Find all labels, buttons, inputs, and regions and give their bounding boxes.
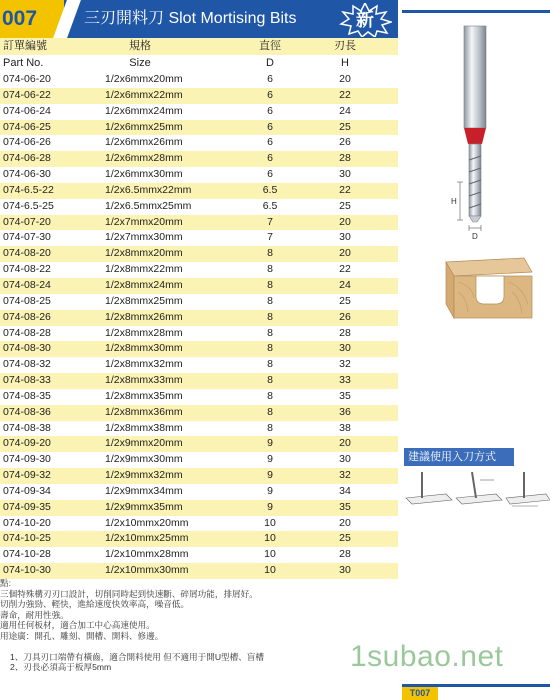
table-row <box>0 151 398 167</box>
length-cell: 28 <box>339 326 351 339</box>
col-header-size-zh: 規格 <box>129 40 151 52</box>
length-cell: 28 <box>339 152 351 165</box>
diameter-cell: 9 <box>267 469 273 482</box>
diameter-cell: 8 <box>267 421 273 434</box>
part-no-cell: 074-08-32 <box>3 358 51 371</box>
part-no-cell: 074-08-30 <box>3 342 51 355</box>
part-no-cell: 074-09-32 <box>3 469 51 482</box>
col-header-d-zh: 直徑 <box>259 40 281 52</box>
size-cell: 1/2x9mmx30mm <box>105 453 183 466</box>
spec-table <box>0 38 398 579</box>
size-cell: 1/2x9mmx32mm <box>105 469 183 482</box>
part-no-cell: 074-08-24 <box>3 278 51 291</box>
size-cell: 1/2x8mmx38mm <box>105 421 183 434</box>
wood-block-illustration <box>432 252 542 322</box>
page-title: 三刃開料刀 Slot Mortising Bits <box>84 10 297 27</box>
table-header-en <box>0 55 398 72</box>
page-code: T007 <box>402 687 438 700</box>
diameter-cell: 6.5 <box>262 199 278 212</box>
table-row <box>0 563 398 579</box>
col-header-h: H <box>341 57 349 69</box>
table-row <box>0 135 398 151</box>
part-no-cell: 074-08-35 <box>3 389 51 402</box>
part-no-cell: 074-08-28 <box>3 326 51 339</box>
dim-h-label: H <box>451 197 457 206</box>
table-row <box>0 405 398 421</box>
part-no-cell: 074-06-30 <box>3 168 51 181</box>
length-cell: 22 <box>339 183 351 196</box>
part-no-cell: 074-08-20 <box>3 247 51 260</box>
length-cell: 20 <box>339 437 351 450</box>
length-cell: 26 <box>339 310 351 323</box>
router-bit-diagram <box>440 22 540 247</box>
feature-line: 適用任何板材，適合加工中心高速使用。 <box>0 620 155 631</box>
length-cell: 33 <box>339 374 351 387</box>
diameter-cell: 6 <box>267 88 273 101</box>
feature-line: 三個特殊構刃刃口設計，切削同時起到快速斷、碎屑功能，排屑好。 <box>0 588 258 599</box>
col-header-part: Part No. <box>3 57 44 69</box>
size-cell: 1/2x10mmx30mm <box>105 564 189 577</box>
part-no-cell: 074-09-20 <box>3 437 51 450</box>
size-cell: 1/2x6mmx24mm <box>105 104 183 117</box>
col-header-size: Size <box>129 57 151 69</box>
table-row <box>0 389 398 405</box>
diameter-cell: 8 <box>267 263 273 276</box>
part-no-cell: 074-10-25 <box>3 532 51 545</box>
usage-method-banner: 建議使用入刀方式 <box>404 448 514 466</box>
diameter-cell: 6.5 <box>262 183 278 196</box>
part-no-cell: 074-06-22 <box>3 88 51 101</box>
page-header <box>0 0 398 38</box>
size-cell: 1/2x6mmx28mm <box>105 152 183 165</box>
table-row <box>0 310 398 326</box>
diameter-cell: 10 <box>264 548 276 561</box>
diameter-cell: 8 <box>267 294 273 307</box>
size-cell: 1/2x8mmx24mm <box>105 278 183 291</box>
length-cell: 30 <box>339 564 351 577</box>
size-cell: 1/2x8mmx28mm <box>105 326 183 339</box>
length-cell: 35 <box>339 500 351 513</box>
table-row <box>0 167 398 183</box>
part-no-cell: 074-08-33 <box>3 374 51 387</box>
size-cell: 1/2x8mmx36mm <box>105 405 183 418</box>
table-header-zh <box>0 38 398 55</box>
size-cell: 1/2x10mmx20mm <box>105 516 189 529</box>
size-cell: 1/2x6mmx20mm <box>105 73 183 85</box>
part-no-cell: 074-10-28 <box>3 548 51 561</box>
size-cell: 1/2x8mmx33mm <box>105 374 183 387</box>
right-top-rule <box>402 10 550 13</box>
caution-line: 1、刀具刃口端帶有橫齒，適合開料使用 但不適用于開U型槽、盲槽 <box>10 651 264 662</box>
diameter-cell: 8 <box>267 278 273 291</box>
col-header-d: D <box>266 57 274 69</box>
size-cell: 1/2x8mmx32mm <box>105 358 183 371</box>
size-cell: 1/2x7mmx20mm <box>105 215 183 228</box>
badge-label: 新 <box>356 10 374 30</box>
feature-line: 壽命，耐用性強。 <box>0 609 69 620</box>
diameter-cell: 6 <box>267 168 273 181</box>
part-no-cell: 074-09-30 <box>3 453 51 466</box>
size-cell: 1/2x8mmx22mm <box>105 263 183 276</box>
col-header-h-zh: 刃長 <box>334 40 356 52</box>
part-no-cell: 074-10-30 <box>3 564 51 577</box>
length-cell: 25 <box>339 294 351 307</box>
size-cell: 1/2x7mmx30mm <box>105 231 183 244</box>
diameter-cell: 8 <box>267 389 273 402</box>
table-row <box>0 199 398 215</box>
part-no-cell: 074-6.5-25 <box>3 199 54 212</box>
size-cell: 1/2x8mmx30mm <box>105 342 183 355</box>
usage-caution-list <box>0 652 398 673</box>
new-badge <box>338 3 392 37</box>
part-no-cell: 074-08-36 <box>3 405 51 418</box>
length-cell: 24 <box>339 278 351 291</box>
part-no-cell: 074-06-26 <box>3 136 51 149</box>
length-cell: 22 <box>339 88 351 101</box>
watermark: 1subao.net <box>350 640 504 673</box>
diameter-cell: 8 <box>267 405 273 418</box>
size-cell: 1/2x10mmx28mm <box>105 548 189 561</box>
part-no-cell: 074-07-30 <box>3 231 51 244</box>
size-cell: 1/2x8mmx25mm <box>105 294 183 307</box>
table-row <box>0 436 398 452</box>
dim-d-label: D <box>472 232 478 241</box>
table-row <box>0 341 398 357</box>
table-row <box>0 230 398 246</box>
diameter-cell: 9 <box>267 484 273 497</box>
part-no-cell: 074-08-38 <box>3 421 51 434</box>
diameter-cell: 8 <box>267 374 273 387</box>
length-cell: 20 <box>339 247 351 260</box>
length-cell: 34 <box>339 484 351 497</box>
feature-list <box>0 578 398 642</box>
size-cell: 1/2x6.5mmx22mm <box>105 183 192 196</box>
length-cell: 30 <box>339 342 351 355</box>
plunge-method-diagram <box>402 468 550 514</box>
table-row <box>0 421 398 437</box>
diameter-cell: 10 <box>264 532 276 545</box>
length-cell: 25 <box>339 199 351 212</box>
diameter-cell: 9 <box>267 437 273 450</box>
diameter-cell: 10 <box>264 516 276 529</box>
table-row <box>0 183 398 199</box>
diameter-cell: 6 <box>267 120 273 133</box>
size-cell: 1/2x6mmx26mm <box>105 136 183 149</box>
diameter-cell: 8 <box>267 247 273 260</box>
table-row <box>0 72 398 88</box>
table-row <box>0 246 398 262</box>
part-no-cell: 074-08-25 <box>3 294 51 307</box>
table-row <box>0 500 398 516</box>
size-cell: 1/2x6.5mmx25mm <box>105 199 192 212</box>
length-cell: 20 <box>339 73 351 85</box>
diameter-cell: 7 <box>267 231 273 244</box>
catalog-code: 007 <box>0 0 64 38</box>
length-cell: 22 <box>339 263 351 276</box>
part-no-cell: 074-09-35 <box>3 500 51 513</box>
length-cell: 35 <box>339 389 351 402</box>
table-row <box>0 547 398 563</box>
table-row <box>0 278 398 294</box>
diameter-cell: 10 <box>264 564 276 577</box>
table-row <box>0 88 398 104</box>
size-cell: 1/2x8mmx26mm <box>105 310 183 323</box>
size-cell: 1/2x8mmx20mm <box>105 247 183 260</box>
diameter-cell: 6 <box>267 73 273 85</box>
length-cell: 32 <box>339 469 351 482</box>
feature-line: 切削力強勁、輕快，進給速度快效率高，噪音低。 <box>0 599 190 610</box>
length-cell: 25 <box>339 532 351 545</box>
diameter-cell: 8 <box>267 358 273 371</box>
table-body <box>0 72 398 579</box>
table-row <box>0 120 398 136</box>
length-cell: 26 <box>339 136 351 149</box>
table-row <box>0 357 398 373</box>
length-cell: 32 <box>339 358 351 371</box>
part-no-cell: 074-10-20 <box>3 516 51 529</box>
feature-line: 點: <box>0 578 11 588</box>
part-no-cell: 074-07-20 <box>3 215 51 228</box>
length-cell: 36 <box>339 405 351 418</box>
diameter-cell: 6 <box>267 104 273 117</box>
feature-notes <box>0 578 398 673</box>
length-cell: 28 <box>339 548 351 561</box>
length-cell: 25 <box>339 120 351 133</box>
part-no-cell: 074-06-24 <box>3 104 51 117</box>
diameter-cell: 9 <box>267 453 273 466</box>
table-row <box>0 373 398 389</box>
part-no-cell: 074-06-25 <box>3 120 51 133</box>
diameter-cell: 6 <box>267 136 273 149</box>
diameter-cell: 9 <box>267 500 273 513</box>
diameter-cell: 6 <box>267 152 273 165</box>
size-cell: 1/2x6mmx25mm <box>105 120 183 133</box>
table-row <box>0 326 398 342</box>
size-cell: 1/2x6mmx22mm <box>105 88 183 101</box>
feature-line: 用途廣：開孔、雕刻、開槽、開料、修邊。 <box>0 630 164 641</box>
length-cell: 30 <box>339 231 351 244</box>
table-row <box>0 452 398 468</box>
length-cell: 38 <box>339 421 351 434</box>
size-cell: 1/2x9mmx35mm <box>105 500 183 513</box>
table-row <box>0 468 398 484</box>
length-cell: 20 <box>339 516 351 529</box>
length-cell: 30 <box>339 168 351 181</box>
part-no-cell: 074-06-28 <box>3 152 51 165</box>
size-cell: 1/2x10mmx25mm <box>105 532 189 545</box>
length-cell: 30 <box>339 453 351 466</box>
size-cell: 1/2x9mmx34mm <box>105 484 183 497</box>
table-row <box>0 104 398 120</box>
table-row <box>0 531 398 547</box>
diameter-cell: 8 <box>267 342 273 355</box>
part-no-cell: 074-09-34 <box>3 484 51 497</box>
diameter-cell: 7 <box>267 215 273 228</box>
col-header-part-zh: 訂單編號 <box>3 40 47 52</box>
size-cell: 1/2x6mmx30mm <box>105 168 183 181</box>
part-no-cell: 074-08-22 <box>3 263 51 276</box>
table-row <box>0 262 398 278</box>
diameter-cell: 8 <box>267 326 273 339</box>
length-cell: 20 <box>339 215 351 228</box>
part-no-cell: 074-08-26 <box>3 310 51 323</box>
part-no-cell: 074-06-20 <box>3 73 51 85</box>
size-cell: 1/2x8mmx35mm <box>105 389 183 402</box>
table-row <box>0 484 398 500</box>
table-row <box>0 516 398 532</box>
part-no-cell: 074-6.5-22 <box>3 183 54 196</box>
caution-line: 2、刃長必須高于板厚5mm <box>10 662 112 673</box>
length-cell: 24 <box>339 104 351 117</box>
diameter-cell: 8 <box>267 310 273 323</box>
size-cell: 1/2x9mmx20mm <box>105 437 183 450</box>
table-row <box>0 294 398 310</box>
table-row <box>0 215 398 231</box>
